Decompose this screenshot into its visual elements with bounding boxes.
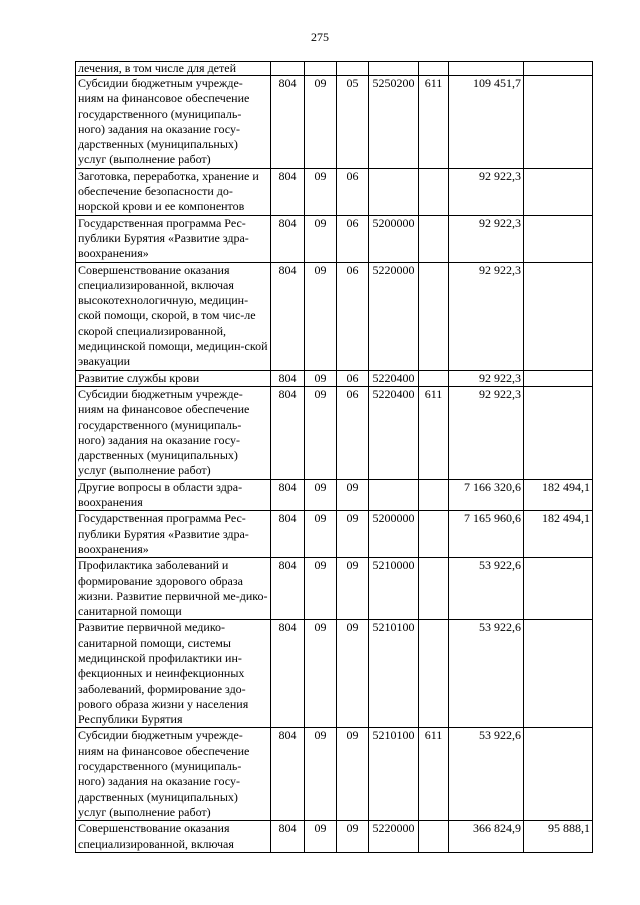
page-number: 275 [311,30,329,44]
row-vr [419,511,449,558]
row-pr: 06 [337,168,369,215]
row-sum2 [524,62,593,76]
row-csr: 5220000 [369,821,419,853]
row-sum1 [449,62,524,76]
row-rz: 09 [305,479,337,511]
table-row [76,511,593,558]
table-row [76,262,593,370]
row-ved: 804 [271,386,305,479]
row-vr: 611 [419,728,449,821]
row-name: лечения, в том числе для детей [76,62,271,76]
row-pr: 05 [337,76,369,169]
row-sum1: 366 824,9 [449,821,524,853]
table-row [76,76,593,169]
row-csr: 5210100 [369,620,419,728]
row-rz: 09 [305,370,337,386]
row-csr [369,62,419,76]
row-name: Совершенствование оказания специализированной, включая [76,821,271,853]
row-sum2 [524,370,593,386]
row-rz: 09 [305,821,337,853]
row-vr [419,168,449,215]
row-name: Развитие первичной медико-санитарной помощи, системы медицинской профилактики ин-фекционных и неинфекционных заболеваний, формирование здо-рового образа жизни у населения Республики Бурятия [76,620,271,728]
row-ved: 804 [271,215,305,262]
row-rz: 09 [305,262,337,370]
row-rz: 09 [305,511,337,558]
budget-table [75,61,593,853]
row-csr: 5200000 [369,511,419,558]
row-ved: 804 [271,821,305,853]
row-sum2 [524,620,593,728]
row-pr: 09 [337,728,369,821]
row-sum1: 53 922,6 [449,558,524,620]
row-sum2 [524,386,593,479]
row-sum1: 92 922,3 [449,168,524,215]
table-row [76,558,593,620]
row-name: Субсидии бюджетным учрежде-ниям на финансовое обеспечение государственного (муниципаль-ного) задания на оказание госу-дарственных (муниципальных) услуг (выполнение работ) [76,76,271,169]
row-sum1: 92 922,3 [449,386,524,479]
row-rz [305,62,337,76]
row-csr [369,168,419,215]
row-rz: 09 [305,76,337,169]
row-sum2 [524,168,593,215]
row-name: Профилактика заболеваний и формирование здорового образа жизни. Развитие первичной ме-дико-санитарной помощи [76,558,271,620]
row-ved [271,62,305,76]
row-sum2: 182 494,1 [524,511,593,558]
row-csr: 5220400 [369,370,419,386]
row-pr: 09 [337,511,369,558]
row-vr [419,62,449,76]
row-sum2 [524,558,593,620]
row-sum2 [524,76,593,169]
table-row [76,386,593,479]
table-row [76,370,593,386]
row-name: Субсидии бюджетным учрежде-ниям на финансовое обеспечение государственного (муниципаль-ного) задания на оказание госу-дарственных (муниципальных) услуг (выполнение работ) [76,728,271,821]
row-name: Субсидии бюджетным учрежде-ниям на финансовое обеспечение государственного (муниципаль-ного) задания на оказание госу-дарственных (муниципальных) услуг (выполнение работ) [76,386,271,479]
table-row [76,479,593,511]
row-pr [337,62,369,76]
row-sum2: 95 888,1 [524,821,593,853]
row-rz: 09 [305,386,337,479]
row-ved: 804 [271,558,305,620]
row-vr: 611 [419,76,449,169]
row-sum2: 182 494,1 [524,479,593,511]
row-ved: 804 [271,620,305,728]
row-sum1: 7 166 320,6 [449,479,524,511]
row-name: Государственная программа Рес-публики Бурятия «Развитие здра-воохранения» [76,511,271,558]
row-vr [419,479,449,511]
row-sum1: 53 922,6 [449,620,524,728]
row-sum1: 92 922,3 [449,215,524,262]
table-row [76,168,593,215]
row-vr [419,370,449,386]
row-vr [419,215,449,262]
row-vr [419,620,449,728]
row-rz: 09 [305,620,337,728]
row-csr: 5210100 [369,728,419,821]
row-name: Государственная программа Рес-публики Бурятия «Развитие здра-воохранения» [76,215,271,262]
row-ved: 804 [271,728,305,821]
row-sum1: 109 451,7 [449,76,524,169]
row-vr [419,262,449,370]
row-vr [419,821,449,853]
row-pr: 06 [337,215,369,262]
row-csr [369,479,419,511]
row-csr: 5210000 [369,558,419,620]
row-ved: 804 [271,370,305,386]
row-sum1: 53 922,6 [449,728,524,821]
row-pr: 09 [337,821,369,853]
table-row [76,620,593,728]
row-ved: 804 [271,511,305,558]
row-csr: 5200000 [369,215,419,262]
row-csr: 5250200 [369,76,419,169]
row-pr: 06 [337,262,369,370]
row-sum1: 92 922,3 [449,262,524,370]
row-ved: 804 [271,479,305,511]
row-sum2 [524,262,593,370]
row-name: Развитие службы крови [76,370,271,386]
row-ved: 804 [271,76,305,169]
row-sum2 [524,728,593,821]
row-vr: 611 [419,386,449,479]
row-pr: 09 [337,558,369,620]
row-sum2 [524,215,593,262]
row-pr: 09 [337,620,369,728]
row-ved: 804 [271,168,305,215]
row-rz: 09 [305,728,337,821]
table-row [76,62,593,76]
row-rz: 09 [305,558,337,620]
row-pr: 06 [337,386,369,479]
row-sum1: 92 922,3 [449,370,524,386]
row-pr: 09 [337,479,369,511]
row-vr [419,558,449,620]
table-row [76,821,593,853]
row-name: Совершенствование оказания специализированной, включая высокотехнологичную, медицин-ской помощи, скорой, в том чис-ле скорой специализированной, медицинской помощи, медицин-ской эвакуации [76,262,271,370]
row-sum1: 7 165 960,6 [449,511,524,558]
row-name: Другие вопросы в области здра-воохранения [76,479,271,511]
row-rz: 09 [305,215,337,262]
row-csr: 5220400 [369,386,419,479]
row-name: Заготовка, переработка, хранение и обеспечение безопасности до-норской крови и ее компонентов [76,168,271,215]
row-csr: 5220000 [369,262,419,370]
row-rz: 09 [305,168,337,215]
row-pr: 06 [337,370,369,386]
table-row [76,728,593,821]
table-row [76,215,593,262]
row-ved: 804 [271,262,305,370]
